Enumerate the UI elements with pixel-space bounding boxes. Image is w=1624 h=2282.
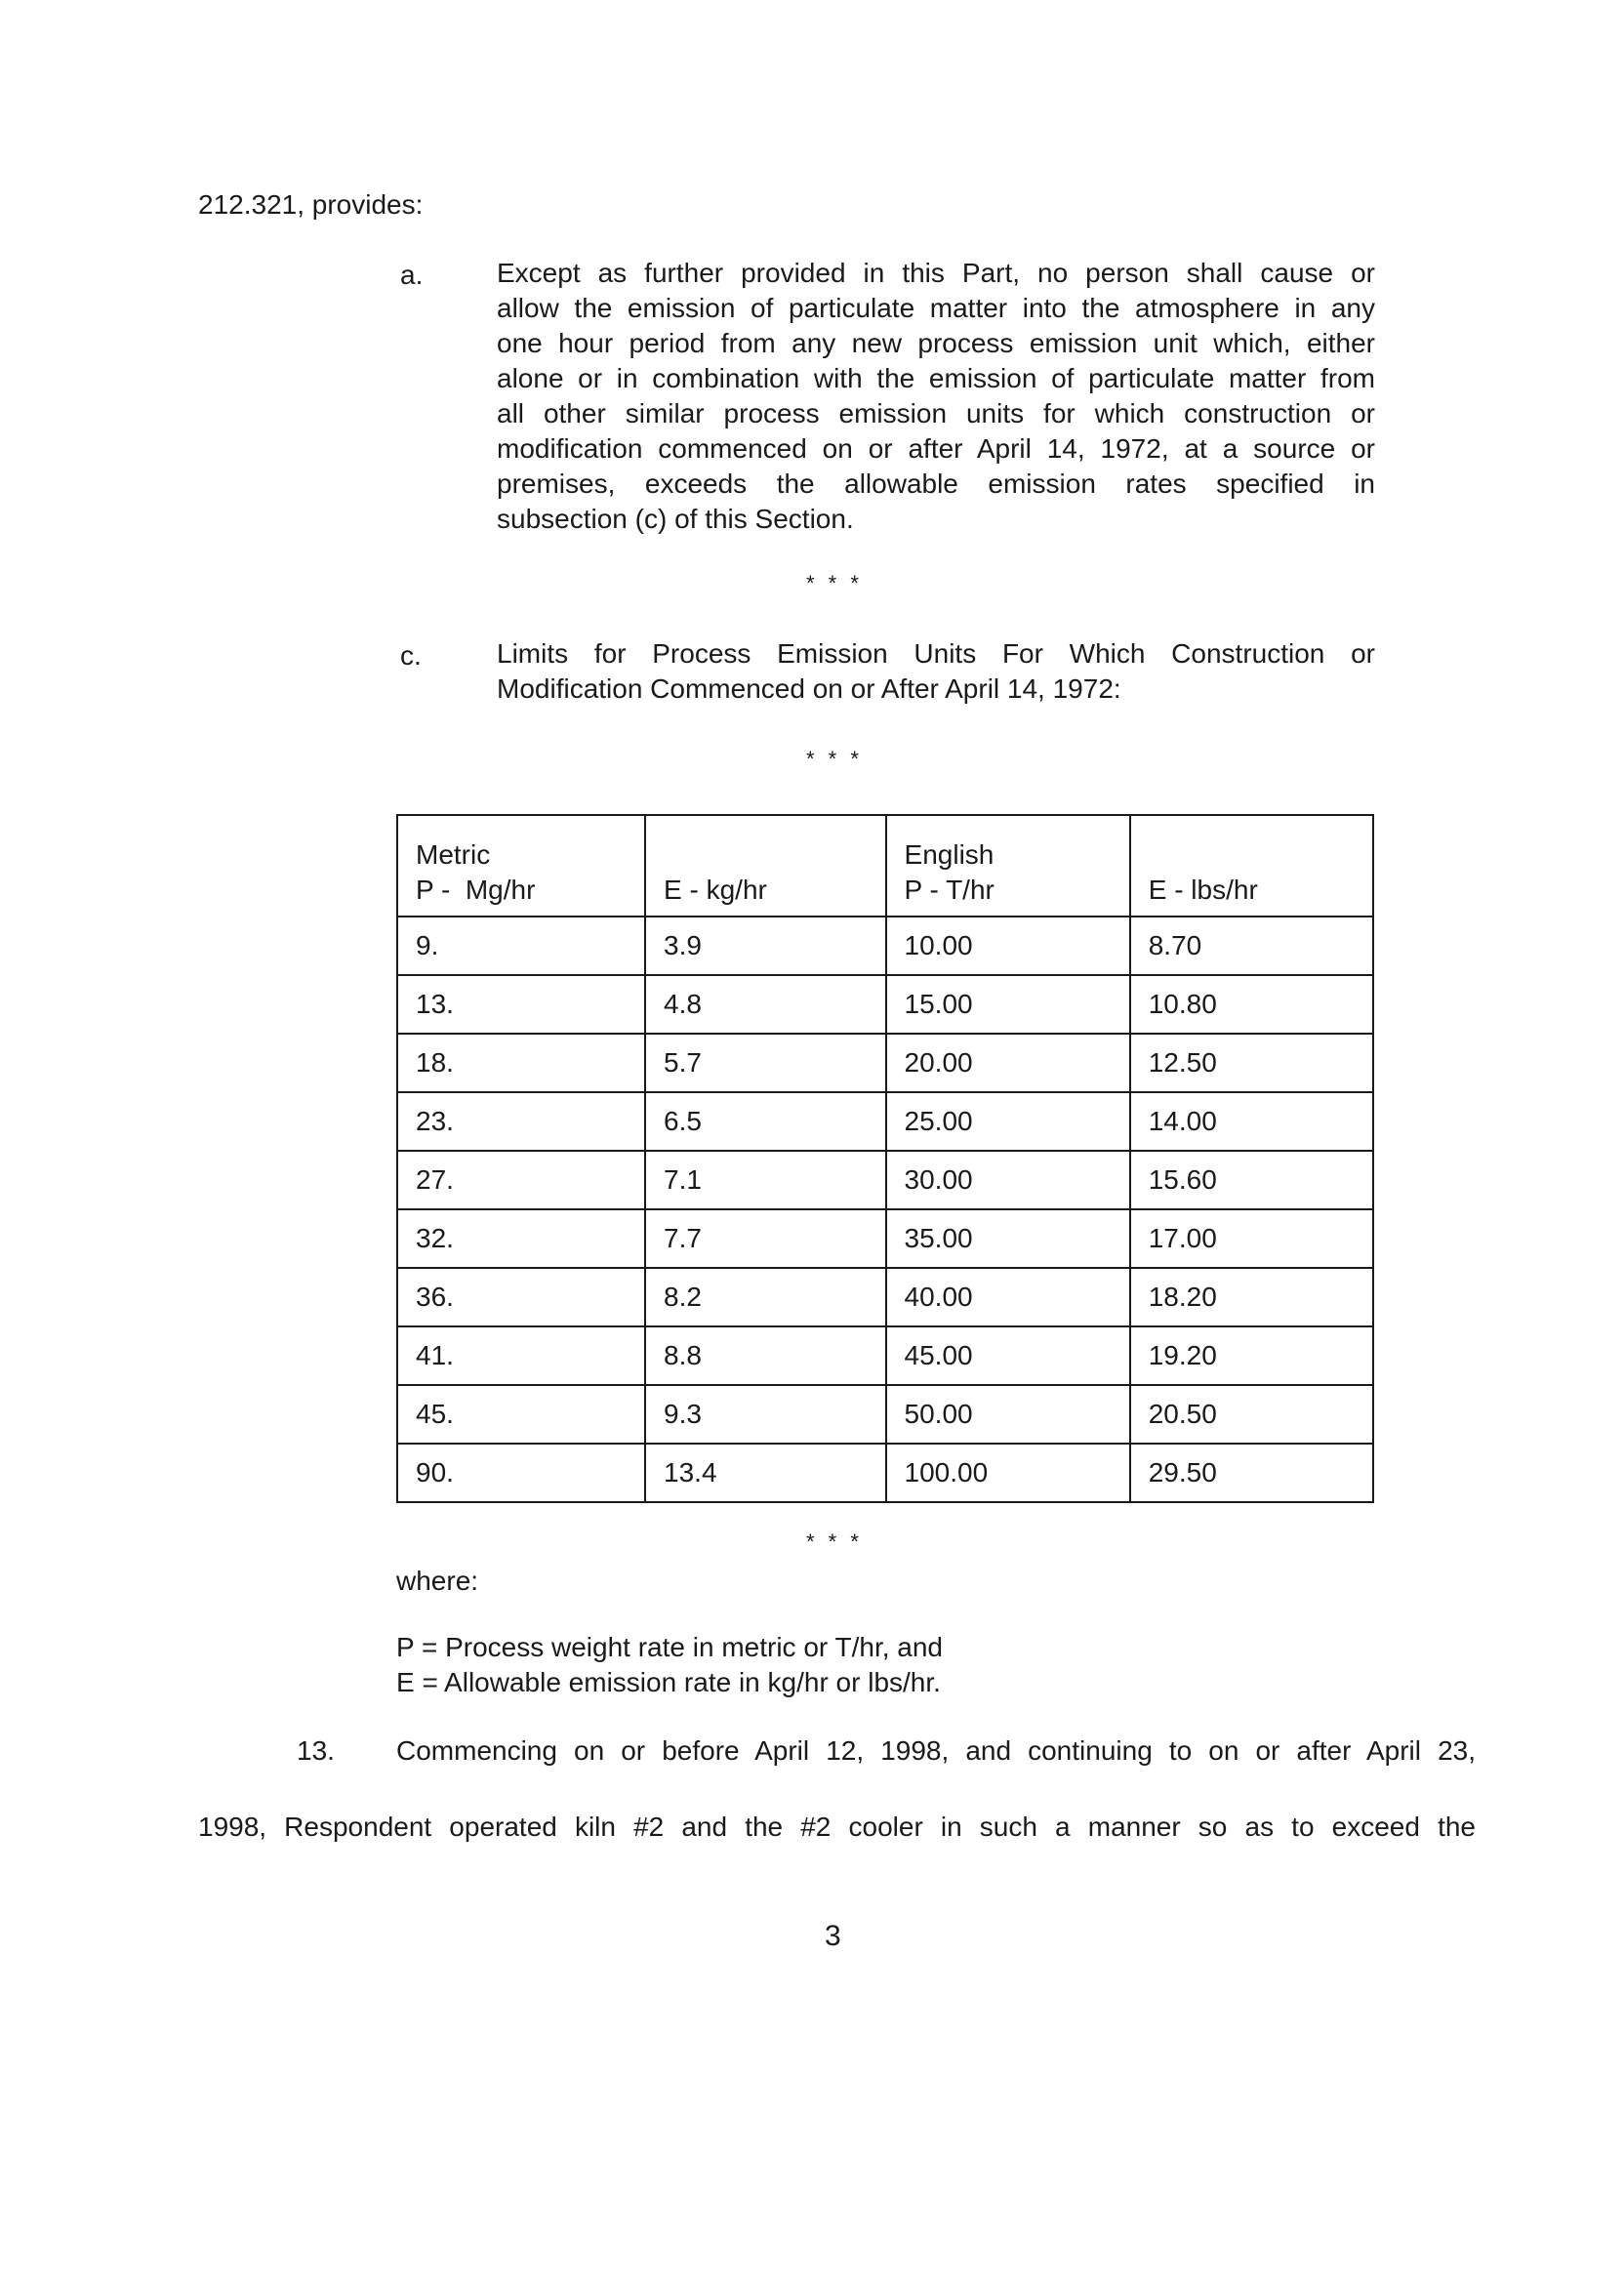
table-cell: 35.00 xyxy=(886,1209,1130,1268)
emission-limits-table xyxy=(396,814,1374,1503)
table-cell: 45.00 xyxy=(886,1326,1130,1385)
header-unit-label: P - T/hr xyxy=(904,875,995,905)
table-cell: 10.80 xyxy=(1130,975,1373,1034)
table-cell: 12.50 xyxy=(1130,1034,1373,1092)
table-cell: 45. xyxy=(397,1385,645,1444)
table-cell: 29.50 xyxy=(1130,1444,1373,1502)
paragraph-a-line: subsection (c) of this Section. xyxy=(497,504,854,534)
table-cell: 25.00 xyxy=(886,1092,1130,1151)
table-row xyxy=(397,1151,1373,1209)
paragraph-a-label: a. xyxy=(400,260,424,290)
table-cell: 18. xyxy=(397,1034,645,1092)
table-cell: 27. xyxy=(397,1151,645,1209)
table-cell: 7.1 xyxy=(645,1151,886,1209)
table-cell: 13. xyxy=(397,975,645,1034)
table-row xyxy=(397,1444,1373,1502)
table-header-row xyxy=(397,815,1373,917)
table-row xyxy=(397,1092,1373,1151)
table-cell: 41. xyxy=(397,1326,645,1385)
table-row xyxy=(397,1209,1373,1268)
header-group-label: Metric xyxy=(416,839,491,870)
table-cell: 7.7 xyxy=(645,1209,886,1268)
paragraph-a-line: Except as further provided in this Part, no person shall cause or xyxy=(497,258,1375,288)
paragraph-a-line: allow the emission of particulate matter into the atmosphere in any xyxy=(497,293,1375,323)
table-cell: 90. xyxy=(397,1444,645,1502)
paragraph-c-line: Modification Commenced on or After April 14, 1972: xyxy=(497,673,1121,704)
table-row xyxy=(397,1385,1373,1444)
paragraph-a-line: one hour period from any new process emission unit which, either xyxy=(497,328,1375,358)
table-cell: 20.50 xyxy=(1130,1385,1373,1444)
table-row xyxy=(397,1268,1373,1326)
paragraph-c xyxy=(497,636,1375,707)
column-header-english-p xyxy=(886,815,1130,917)
column-header-metric-p xyxy=(397,815,645,917)
table-cell: 3.9 xyxy=(645,917,886,975)
table-row xyxy=(397,975,1373,1034)
table-cell: 36. xyxy=(397,1268,645,1326)
table-cell: 50.00 xyxy=(886,1385,1130,1444)
table-cell: 23. xyxy=(397,1092,645,1151)
paragraph-c-label: c. xyxy=(400,640,422,671)
header-group-label: English xyxy=(904,839,995,870)
table-cell: 100.00 xyxy=(886,1444,1130,1502)
table-cell: 5.7 xyxy=(645,1034,886,1092)
table-cell: 17.00 xyxy=(1130,1209,1373,1268)
table-cell: 9.3 xyxy=(645,1385,886,1444)
table-cell: 10.00 xyxy=(886,917,1130,975)
table-cell: 4.8 xyxy=(645,975,886,1034)
table-cell: 15.00 xyxy=(886,975,1130,1034)
paragraph-a-line: all other similar process emission units for which construction or xyxy=(497,398,1375,428)
table-cell: 6.5 xyxy=(645,1092,886,1151)
paragraph-13-line: 1998, Respondent operated kiln #2 and the #2 cooler in such a manner so as to exceed the xyxy=(198,1812,1476,1842)
table-cell: 20.00 xyxy=(886,1034,1130,1092)
column-header-english-e xyxy=(1130,815,1373,917)
paragraph-a-line: premises, exceeds the allowable emission rates specified in xyxy=(497,469,1375,499)
table-cell: 14.00 xyxy=(1130,1092,1373,1151)
table-cell: 9. xyxy=(397,917,645,975)
header-unit-label: P - Mg/hr xyxy=(416,875,536,905)
definition-e: E = Allowable emission rate in kg/hr or lbs/hr. xyxy=(396,1667,941,1697)
paragraph-13-line: Commencing on or before April 12, 1998, and continuing to on or after April 23, xyxy=(396,1735,1476,1766)
table-cell: 13.4 xyxy=(645,1444,886,1502)
table-row xyxy=(397,1034,1373,1092)
table-cell: 8.8 xyxy=(645,1326,886,1385)
column-header-metric-e xyxy=(645,815,886,917)
table-cell: 30.00 xyxy=(886,1151,1130,1209)
where-label: where: xyxy=(396,1566,479,1596)
paragraph-a-line: modification commenced on or after April 14, 1972, at a source or xyxy=(497,433,1375,464)
paragraph-13-number: 13. xyxy=(297,1735,335,1766)
paragraph-a-line: alone or in combination with the emission of particulate matter from xyxy=(497,363,1375,393)
ellipsis-separator: * * * xyxy=(806,747,863,771)
table-cell: 8.2 xyxy=(645,1268,886,1326)
ellipsis-separator: * * * xyxy=(806,571,863,595)
header-unit-label: E - kg/hr xyxy=(664,875,767,905)
ellipsis-separator: * * * xyxy=(806,1529,863,1554)
paragraph-a xyxy=(497,256,1375,537)
paragraph-c-line: Limits for Process Emission Units For Which Construction or xyxy=(497,638,1375,669)
table-cell: 8.70 xyxy=(1130,917,1373,975)
table-row xyxy=(397,917,1373,975)
table-cell: 19.20 xyxy=(1130,1326,1373,1385)
intro-text: 212.321, provides: xyxy=(198,189,424,220)
table-cell: 15.60 xyxy=(1130,1151,1373,1209)
table-cell: 18.20 xyxy=(1130,1268,1373,1326)
table-row xyxy=(397,1326,1373,1385)
table-cell: 40.00 xyxy=(886,1268,1130,1326)
header-unit-label: E - lbs/hr xyxy=(1148,875,1258,905)
page-number: 3 xyxy=(825,1920,841,1952)
table-cell: 32. xyxy=(397,1209,645,1268)
definition-p: P = Process weight rate in metric or T/hr, and xyxy=(396,1632,943,1662)
